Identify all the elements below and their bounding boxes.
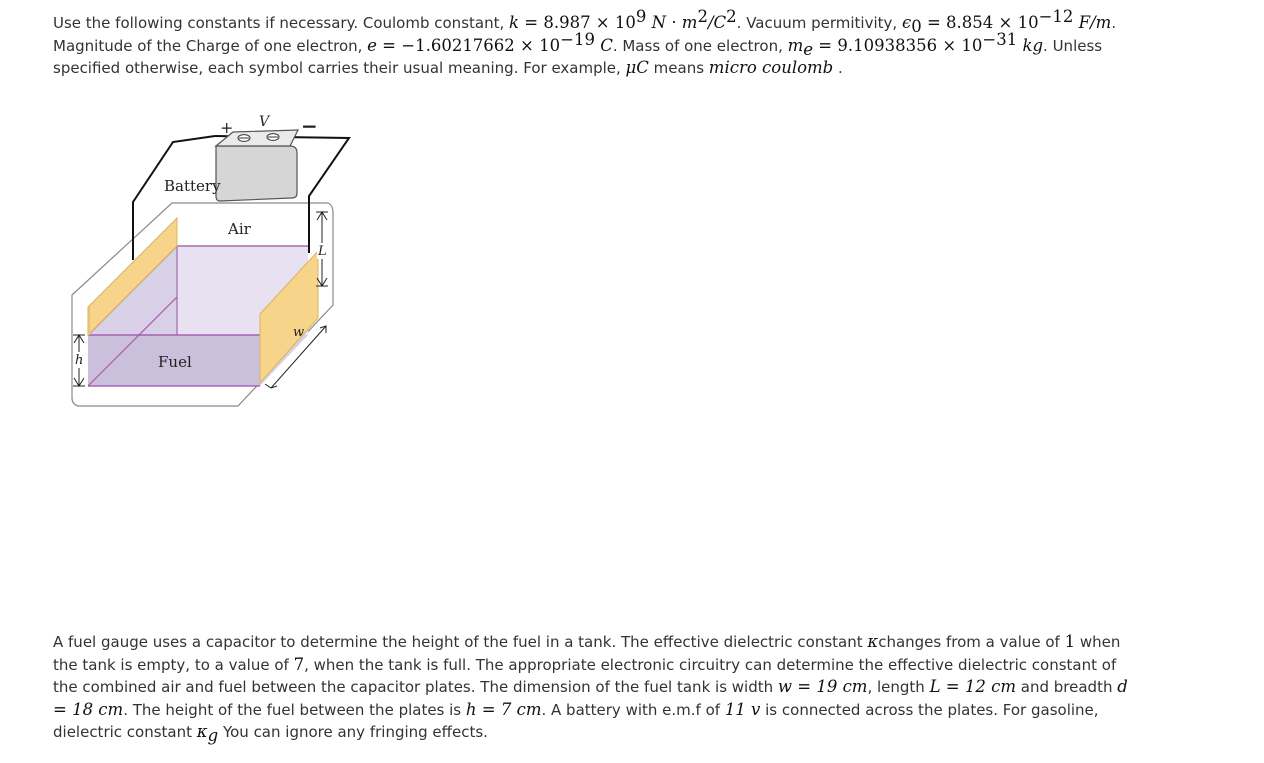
height-value: = 7 cm bbox=[476, 699, 542, 719]
problem-text: changes from a value of bbox=[878, 633, 1065, 651]
battery bbox=[216, 130, 298, 201]
electron-mass-symbol: m bbox=[787, 35, 804, 55]
breadth-value: = 18 cm bbox=[53, 699, 124, 719]
width-arrow-down bbox=[265, 384, 277, 388]
problem-text: You can ignore any fringing effects. bbox=[218, 723, 488, 742]
problem-text: , length bbox=[867, 678, 930, 697]
gasoline-kappa-subscript: g bbox=[207, 726, 219, 746]
problem-text: is connected across the plates. For gasoline, dielectric constant bbox=[53, 700, 1099, 742]
permittivity-exponent: −12 bbox=[1038, 7, 1074, 26]
microcoulomb-words: micro coulomb bbox=[708, 58, 834, 78]
kappa-empty-value: 1 bbox=[1064, 632, 1076, 651]
length-symbol: L bbox=[929, 677, 941, 697]
length-value: = 12 cm bbox=[940, 677, 1017, 697]
left-plate-edge bbox=[88, 305, 90, 335]
width-value: = 19 cm bbox=[792, 677, 868, 697]
height-dimension bbox=[73, 335, 85, 386]
emf-value: 11 v bbox=[724, 699, 761, 719]
negative-sign: − bbox=[301, 114, 318, 138]
coulomb-constant-symbol: k bbox=[509, 13, 520, 32]
height-label: h bbox=[75, 353, 84, 368]
voltage-label: V bbox=[259, 114, 270, 130]
electron-charge-unit: C bbox=[594, 35, 613, 55]
coulomb-unit-part: N · m bbox=[646, 13, 698, 32]
breadth-symbol: d bbox=[1117, 677, 1128, 697]
problem-text: , when the tank is full. The appropriate electronic circuitry can determine the effective dielectric constant of the combined air and fuel between the capacitor plates. The dimension of the fuel tank is width bbox=[53, 655, 1117, 697]
coulomb-unit-exponent: 2 bbox=[697, 7, 708, 26]
length-label: L bbox=[318, 244, 327, 259]
problem-text: when the tank is empty, to a value of bbox=[53, 633, 1121, 674]
permittivity-unit: F/m bbox=[1073, 13, 1112, 32]
permittivity-symbol: ϵ bbox=[901, 13, 912, 32]
positive-sign: + bbox=[220, 118, 234, 137]
electron-mass-unit: kg bbox=[1017, 35, 1044, 55]
intro-text: . Vacuum permitivity, bbox=[736, 14, 902, 32]
intro-text: Use the following constants if necessary. Coulomb constant, bbox=[53, 14, 510, 32]
gasoline-kappa-symbol: κ bbox=[196, 722, 208, 742]
constants-paragraph bbox=[53, 7, 1133, 80]
coulomb-unit-part: /C bbox=[707, 13, 727, 32]
problem-text: . A battery with e.m.f of bbox=[541, 700, 725, 719]
battery-label: Battery bbox=[164, 177, 221, 195]
coulomb-constant-exponent: 9 bbox=[635, 7, 647, 26]
coulomb-unit-exponent: 2 bbox=[726, 7, 737, 26]
air-label: Air bbox=[228, 220, 251, 238]
microcoulomb-symbol: μC bbox=[625, 58, 649, 78]
electron-charge-value: = −1.60217662 × 10 bbox=[376, 35, 561, 55]
intro-text: . Magnitude of the Charge of one electron, bbox=[53, 14, 1117, 55]
coulomb-constant-value: = 8.987 × 10 bbox=[519, 13, 636, 32]
permittivity-value: = 8.854 × 10 bbox=[921, 13, 1039, 32]
height-symbol: h bbox=[465, 699, 477, 719]
fuel-label: Fuel bbox=[158, 353, 192, 371]
capacitor-fuel-gauge-diagram bbox=[60, 108, 360, 413]
kappa-symbol: κ bbox=[867, 632, 879, 651]
electron-charge-symbol: e bbox=[367, 35, 377, 55]
problem-paragraph bbox=[53, 631, 1133, 744]
intro-text: . Unless specified otherwise, each symbol carries their usual meaning. For example, bbox=[53, 36, 1103, 78]
problem-text: . The height of the fuel between the plates is bbox=[123, 700, 466, 719]
intro-text: . bbox=[833, 59, 843, 78]
electron-mass-value: = 9.10938356 × 10 bbox=[813, 35, 983, 55]
kappa-full-value: 7 bbox=[293, 654, 305, 674]
electron-mass-exponent: −31 bbox=[982, 29, 1018, 49]
permittivity-subscript: 0 bbox=[911, 17, 922, 36]
battery-body bbox=[216, 146, 297, 201]
width-label: w bbox=[293, 325, 305, 340]
electron-mass-subscript: e bbox=[803, 39, 814, 59]
problem-text: A fuel gauge uses a capacitor to determine the height of the fuel in a tank. The effective dielectric constant bbox=[53, 633, 868, 651]
intro-text: . Mass of one electron, bbox=[612, 36, 788, 55]
electron-charge-exponent: −19 bbox=[560, 29, 595, 49]
width-symbol: w bbox=[777, 677, 793, 697]
problem-text: and breadth bbox=[1016, 678, 1118, 697]
intro-text: means bbox=[648, 59, 709, 78]
